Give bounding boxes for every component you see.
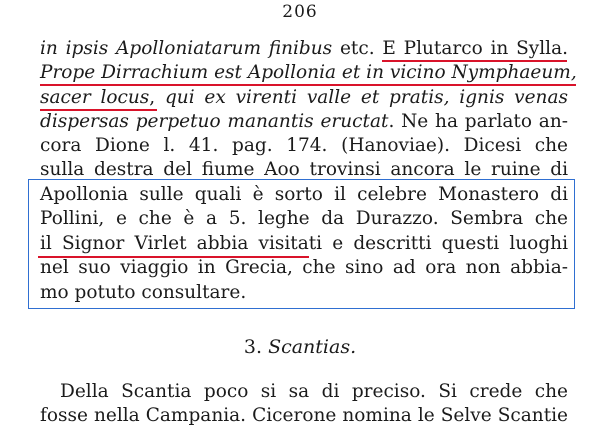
text-line-2: Prope Dirrachium est Apollonia et in vicino Nymphaeum,: [40, 62, 577, 83]
text-line-1: in ipsis Apolloniatarum finibus etc. E Plutarco in Sylla.: [40, 38, 569, 59]
text-line-10: nel suo viaggio in Grecia, che sino ad ora non abbia-: [40, 257, 568, 278]
text-line-13: fosse nella Campania. Cicerone nomina le Selve Scantie: [40, 405, 568, 426]
red-underline-virlet: [38, 256, 309, 258]
text-line-4: dispersas perpetuo manantis eructat. Ne ha parlato an-: [40, 111, 568, 132]
red-underline-plutarco: [382, 60, 567, 62]
text-line-11: mo potuto consultare.: [40, 282, 247, 303]
page-number: 206: [282, 2, 318, 22]
text-line-12: Della Scantia poco si sa di preciso. Si crede che: [60, 381, 568, 402]
text-line-9: il Signor Virlet abbia visitati e descritti questi luoghi: [40, 233, 568, 254]
text-line-8: Pollini, e che è a 5. leghe da Durazzo. Sembra che: [40, 208, 568, 229]
red-underline-prope: [40, 84, 576, 86]
text-line-7: Apollonia sulle quali è sorto il celebre Monastero di: [40, 184, 568, 205]
section-heading: [0, 336, 600, 358]
text-line-3: sacer locus, qui ex virenti valle et pratis, ignis venas: [40, 87, 568, 108]
section-title: Scantias.: [268, 336, 357, 358]
section-number: 3.: [243, 336, 263, 358]
text-line-5: cora Dione l. 41. pag. 174. (Hanoviae). Dicesi che: [40, 135, 568, 156]
red-underline-sacer: [40, 109, 157, 111]
text-line-6: sulla destra del fiume Aoo trovinsi ancora le ruine di: [40, 159, 568, 180]
